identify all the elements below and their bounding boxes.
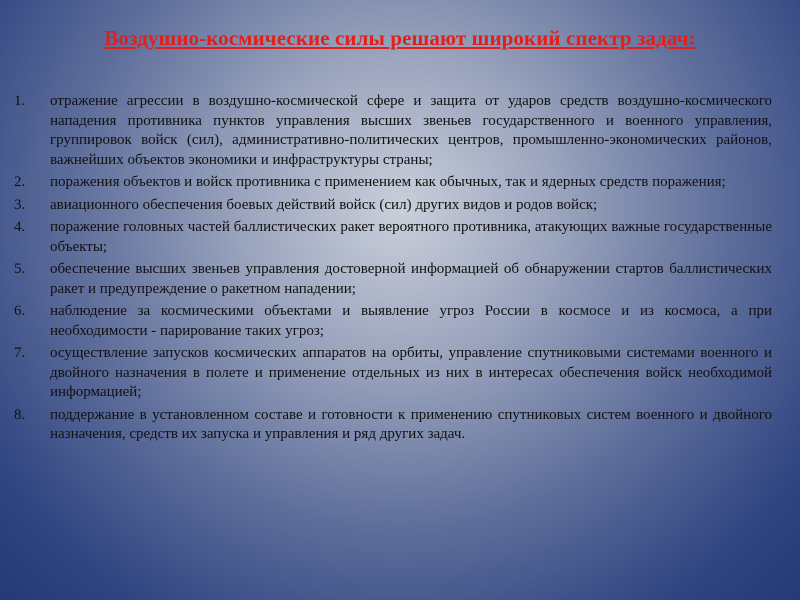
list-item-text: поддержание в установленном составе и готовности к применению спутниковых систем военного и двойного назначения, средств их запуска и управления и ряд других задач. [50,406,772,442]
list-item-number: 6. [14,303,26,319]
list-item [14,302,772,341]
list-item-number: 2. [14,174,26,190]
list-item-text: поражения объектов и войск противника с применением как обычных, так и ядерных средств поражения; [50,174,726,190]
list-item-number: 7. [14,345,26,361]
list-item [14,196,772,216]
list-item [14,406,772,445]
list-item [14,173,772,193]
list-item [14,260,772,299]
list-item-text: поражение головных частей баллистических ракет вероятного противника, атакующих важные государственные объекты; [50,219,772,255]
slide-title: Воздушно-космические силы решают широкий спектр задач: [104,26,696,50]
list-item-number: 5. [14,261,26,277]
list-item-text: осуществление запусков космических аппаратов на орбиты, управление спутниковыми системами военного и двойного назначения в полете и применение отдельных из них в интересах обеспечения войск необходимой информацией; [50,345,772,400]
list-item-text: отражение агрессии в воздушно-космической сфере и защита от ударов средств воздушно-космического нападения противника пунктов управления высших звеньев государственного и военного управления, группировок войск (сил), административно-политических центров, промышленно-экономических районов, важнейших объектов экономики и инфраструктуры страны; [50,93,772,168]
list-item-number: 4. [14,219,26,235]
list-item-number: 8. [14,406,26,423]
list-item-text: наблюдение за космическими объектами и выявление угроз России в космосе и из космоса, а при необходимости - парирование таких угроз; [50,303,772,339]
task-list [14,92,772,448]
list-item-text: обеспечение высших звеньев управления достоверной информацией об обнаружении стартов баллистических ракет и предупреждение о ракетном нападении; [50,261,772,297]
list-item-number: 1. [14,93,26,109]
list-item-text: авиационного обеспечения боевых действий войск (сил) других видов и родов войск; [50,196,598,213]
list-item-number: 3. [14,196,26,213]
list-item [14,92,772,170]
list-item [14,344,772,403]
list-item [14,218,772,257]
